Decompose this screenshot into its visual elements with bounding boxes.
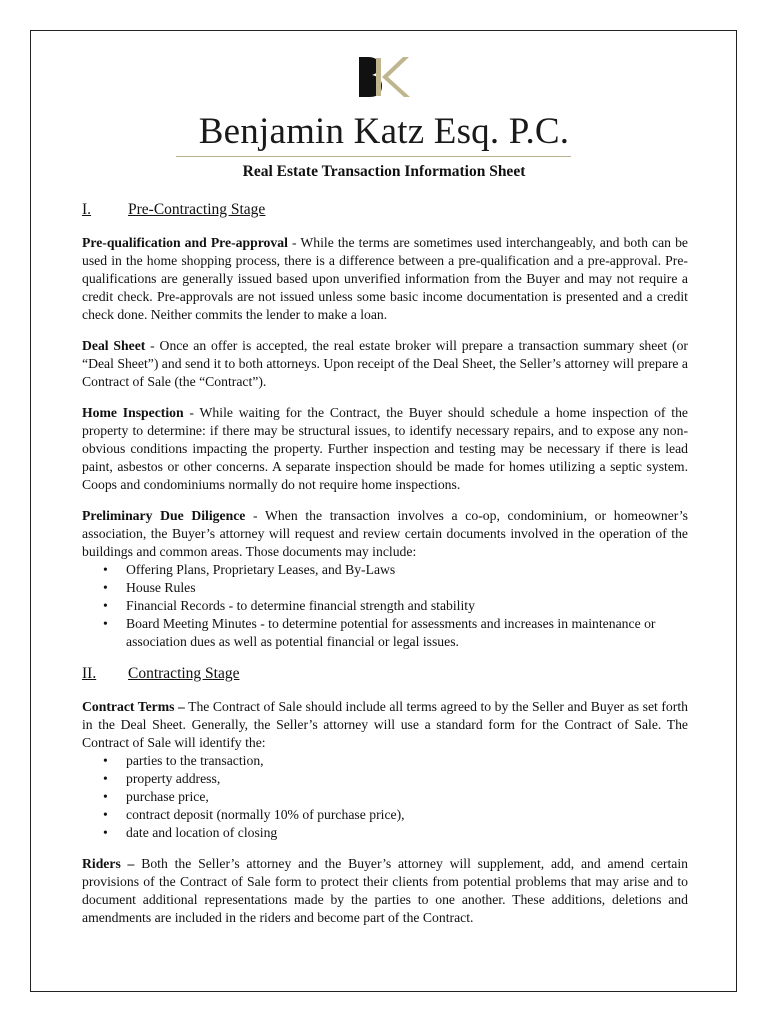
firm-name-underline	[176, 156, 571, 157]
list-item: • Financial Records - to determine financial strength and stability	[82, 597, 688, 615]
paragraph-term: Riders –	[82, 856, 135, 871]
list-item: • Board Meeting Minutes - to determine potential for assessments and increases in maintenance or association dues as well as potential financial or legal issues.	[82, 615, 688, 651]
section-number: I.	[82, 201, 92, 218]
paragraph-contract-terms	[82, 698, 688, 752]
paragraph-deal-sheet	[82, 337, 688, 391]
list-item: • date and location of closing	[82, 824, 688, 842]
paragraph-term: Contract Terms –	[82, 699, 185, 714]
due-diligence-document-list	[82, 561, 688, 651]
contract-terms-list	[82, 752, 688, 842]
paragraph-text: The Contract of Sale should include all terms agreed to by the Seller and Buyer as set forth in the Deal Sheet. Generally, the Seller’s attorney will use a standard form for the Contract of Sale. The Contract of Sale will identify the:	[82, 699, 688, 750]
paragraph-due-diligence	[82, 507, 688, 561]
paragraph-riders	[82, 855, 688, 927]
paragraph-text: Both the Seller’s attorney and the Buyer’s attorney will supplement, add, and amend certain provisions of the Contract of Sale form to protect their clients from potential problems that may arise and to document additional representations made by the parties to one another. These additions, deletions and amendments are included in the riders and become part of the Contract.	[82, 856, 688, 925]
list-item: • purchase price,	[82, 788, 688, 806]
list-item: • House Rules	[82, 579, 688, 597]
section-title: Pre-Contracting Stage	[128, 201, 266, 218]
paragraph-text: - Once an offer is accepted, the real estate broker will prepare a transaction summary sheet (or “Deal Sheet”) and send it to both attorneys. Upon receipt of the Deal Sheet, the Seller’s attorney will prepare a Contract of Sale (the “Contract”).	[82, 338, 688, 389]
list-item: • Offering Plans, Proprietary Leases, and By-Laws	[82, 561, 688, 579]
paragraph-text: - While waiting for the Contract, the Buyer should schedule a home inspection of the property to determine: if there may be structural issues, to identify necessary repairs, and to expose any non-obvious conditions impacting the property. Further inspection and testing may be necessary if there is lead paint, asbestos or other concerns. A separate inspection should be made for homes utilizing a septic system. Coops and condominiums normally do not require home inspections.	[82, 405, 688, 492]
list-item: • parties to the transaction,	[82, 752, 688, 770]
bk-monogram-logo	[355, 55, 413, 99]
paragraph-term: Preliminary Due Diligence	[82, 508, 246, 523]
paragraph-term: Pre-qualification and Pre-approval	[82, 235, 288, 250]
list-item: • contract deposit (normally 10% of purchase price),	[82, 806, 688, 824]
sheet-title: Real Estate Transaction Information Sheet	[242, 163, 526, 180]
paragraph-text: - When the transaction involves a co-op, condominium, or homeowner’s association, the Buyer’s attorney will request and review certain documents involved in the operation of the buildings and common areas. Those documents may include:	[82, 508, 688, 559]
paragraph-pre-qualification	[82, 234, 688, 324]
paragraph-home-inspection	[82, 404, 688, 494]
section-title: Contracting Stage	[128, 665, 240, 682]
document-body	[82, 200, 688, 940]
list-item: • property address,	[82, 770, 688, 788]
section-heading-pre-contracting	[82, 200, 688, 220]
paragraph-term: Home Inspection	[82, 405, 184, 420]
section-number: II.	[82, 665, 97, 682]
paragraph-text: - While the terms are sometimes used interchangeably, and both can be used in the home shopping process, there is a difference between a pre-qualification and a pre-approval. Pre-qualifications are generally issued based upon unverified information from the Buyer and may not require a credit check. Pre-approvals are not issued unless some basic income documentation is presented and a credit check done. Neither commits the lender to make a loan.	[82, 235, 688, 322]
paragraph-term: Deal Sheet	[82, 338, 146, 353]
section-heading-contracting	[82, 664, 688, 684]
firm-name: Benjamin Katz Esq. P.C.	[198, 111, 570, 152]
